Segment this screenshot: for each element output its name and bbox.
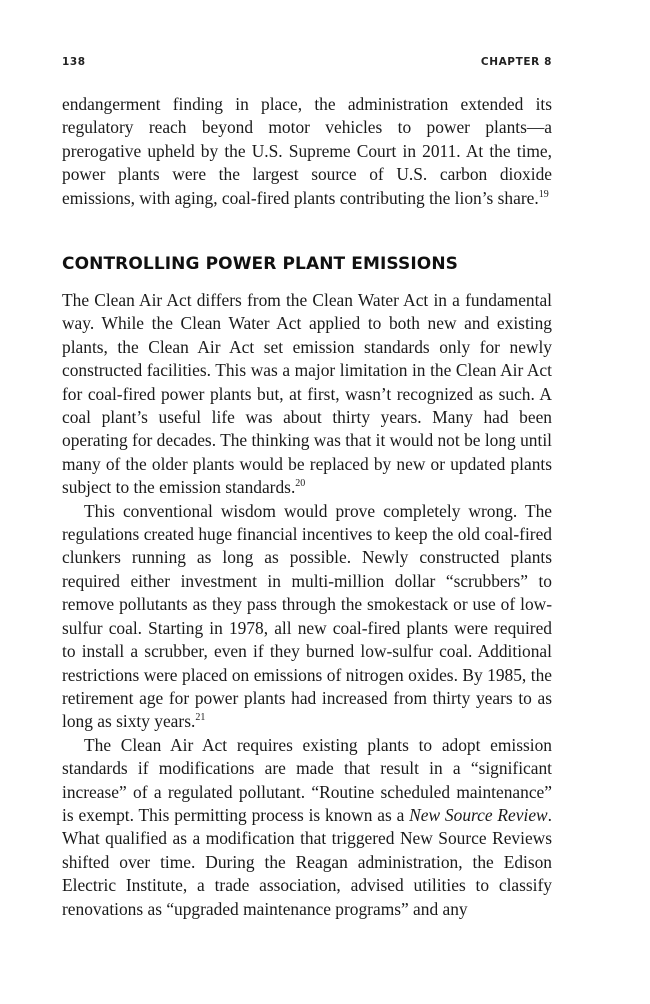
intro-paragraph-text: endangerment finding in place, the administration extended its regulatory reach beyond motor vehicles to power plants—a prerogative upheld by the U.S. Supreme Court in 2011. At the time, power plants were the largest source of U.S. carbon dioxide emissions, with aging, coal-fired plants contributing the lion’s share. (62, 94, 552, 208)
new-source-review-term: New Source Review (409, 804, 548, 825)
footnote-ref-19[interactable]: 19 (538, 188, 549, 200)
footnote-ref-21[interactable]: 21 (195, 712, 206, 724)
paragraph-clean-air-vs-water (62, 289, 552, 500)
paragraph-text: The Clean Air Act differs from the Clean Water Act in a fundamental way. While the Clean Water Act applied to both new and existing plants, the Clean Air Act set emission standards only for newly constructed facilities. This was a major limitation in the Clean Air Act for coal-fired power plants but, at first, wasn’t recognized as such. A coal plant’s useful life was about thirty years. Many had been operating for decades. The thinking was that it would not be long until many of the older plants would be replaced by new or updated plants subject to the emission standards. (62, 290, 552, 498)
paragraph-conventional-wisdom (62, 500, 552, 734)
paragraph-text-end: . What qualified as a modification that triggered New Source Reviews shifted over time. During the Reagan administration, the Edison Electric Institute, a trade association, advised utilities to classify renovations as “upgraded maintenance programs” and any (62, 804, 552, 919)
chapter-label: CHAPTER 8 (480, 56, 552, 68)
page-number: 138 (62, 56, 86, 68)
footnote-ref-20[interactable]: 20 (295, 478, 306, 490)
section-body (62, 289, 552, 921)
intro-paragraph (62, 93, 552, 210)
paragraph-new-source-review (62, 734, 552, 921)
paragraph-text-start: The Clean Air Act requires existing plants to adopt emission standards if modifications are made that result in a “significant increase” of a regulated pollutant. “Routine scheduled maintenance” is exempt. This permitting process is known as a (62, 734, 552, 825)
section-heading: CONTROLLING POWER PLANT EMISSIONS (62, 254, 458, 274)
running-head (62, 56, 552, 68)
paragraph-text: This conventional wisdom would prove completely wrong. The regulations created huge financial incentives to keep the old coal-fired clunkers running as long as possible. Newly constructed plants required either investment in multi-million dollar “scrubbers” to remove pollutants as they pass through the smokestack or use of low-sulfur coal. Starting in 1978, all new coal-fired plants were required to install a scrubber, even if they burned low-sulfur coal. Additional restrictions were placed on emissions of nitrogen oxides. By 1985, the retirement age for power plants had increased from thirty years to as long as sixty years. (62, 500, 552, 732)
